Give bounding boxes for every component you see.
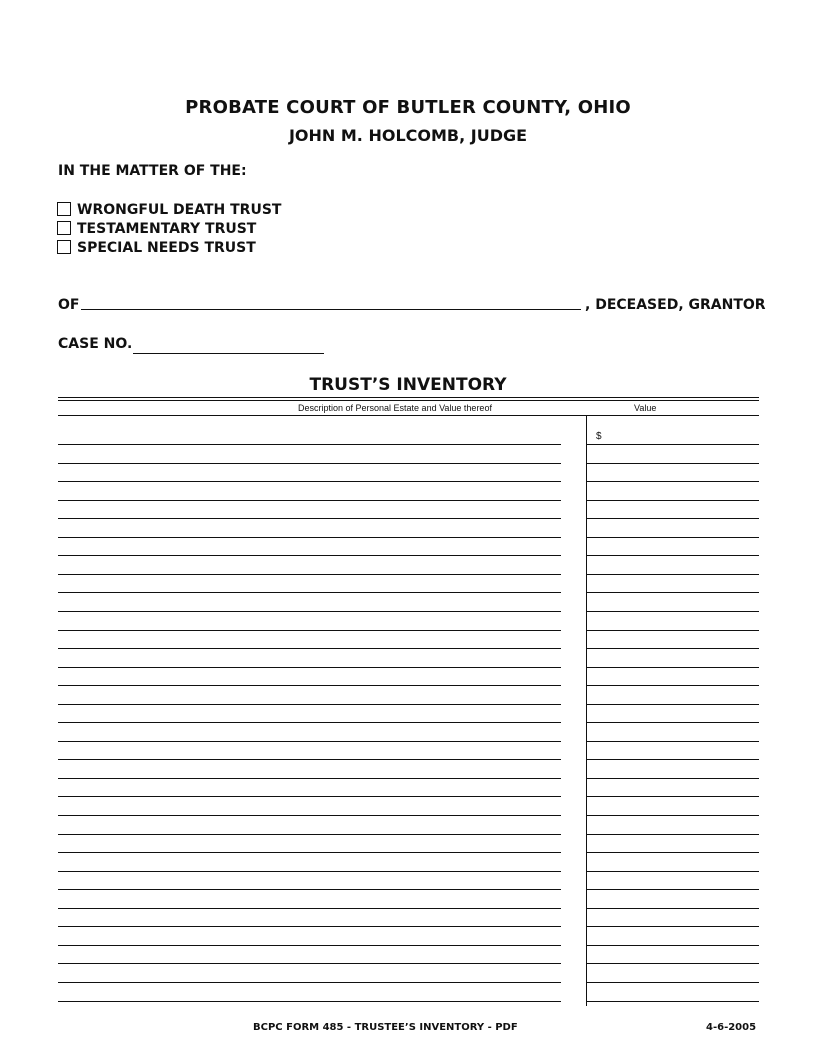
table-top-rule-2 (58, 400, 759, 401)
value-line[interactable] (587, 926, 759, 927)
description-line[interactable] (58, 945, 561, 946)
description-line[interactable] (58, 741, 561, 742)
value-line[interactable] (587, 463, 759, 464)
value-column-header: Value (634, 403, 657, 413)
deceased-grantor-label: , DECEASED, GRANTOR (585, 297, 766, 313)
description-line[interactable] (58, 444, 561, 445)
description-line[interactable] (58, 592, 561, 593)
description-line[interactable] (58, 722, 561, 723)
value-line[interactable] (587, 778, 759, 779)
value-line[interactable] (587, 518, 759, 519)
form-id: BCPC FORM 485 - TRUSTEE’S INVENTORY - PDF (253, 1022, 518, 1033)
description-line[interactable] (58, 852, 561, 853)
value-line[interactable] (587, 1001, 759, 1002)
value-line[interactable] (587, 945, 759, 946)
description-line[interactable] (58, 463, 561, 464)
description-line[interactable] (58, 630, 561, 631)
value-line[interactable] (587, 889, 759, 890)
description-line[interactable] (58, 778, 561, 779)
value-line[interactable] (587, 852, 759, 853)
wrongful-death-checkbox[interactable] (57, 202, 71, 216)
description-line[interactable] (58, 481, 561, 482)
description-line[interactable] (58, 834, 561, 835)
description-line[interactable] (58, 611, 561, 612)
description-line[interactable] (58, 796, 561, 797)
value-line[interactable] (587, 963, 759, 964)
special-needs-label: SPECIAL NEEDS TRUST (77, 240, 256, 256)
description-line[interactable] (58, 871, 561, 872)
case-no-label: CASE NO. (58, 336, 133, 352)
value-line[interactable] (587, 834, 759, 835)
value-line[interactable] (587, 630, 759, 631)
description-line[interactable] (58, 759, 561, 760)
court-title: PROBATE COURT OF BUTLER COUNTY, OHIO (185, 97, 631, 118)
matter-label: IN THE MATTER OF THE: (58, 163, 247, 179)
description-line[interactable] (58, 500, 561, 501)
inventory-title: TRUST’S INVENTORY (309, 375, 507, 395)
value-line[interactable] (587, 648, 759, 649)
value-line[interactable] (587, 592, 759, 593)
description-line[interactable] (58, 908, 561, 909)
value-line[interactable] (587, 537, 759, 538)
description-line[interactable] (58, 1001, 561, 1002)
value-line[interactable] (587, 444, 759, 445)
grantor-name-field[interactable] (81, 309, 581, 310)
currency-symbol: $ (596, 431, 602, 442)
wrongful-death-label: WRONGFUL DEATH TRUST (77, 202, 282, 218)
description-line[interactable] (58, 667, 561, 668)
description-column-header: Description of Personal Estate and Value thereof (298, 403, 492, 413)
testamentary-label: TESTAMENTARY TRUST (77, 221, 257, 237)
value-line[interactable] (587, 759, 759, 760)
form-date: 4-6-2005 (706, 1022, 757, 1033)
testamentary-checkbox[interactable] (57, 221, 71, 235)
value-line[interactable] (587, 574, 759, 575)
table-top-rule (58, 397, 759, 398)
of-label: OF (58, 297, 80, 313)
value-line[interactable] (587, 796, 759, 797)
special-needs-checkbox[interactable] (57, 240, 71, 254)
value-line[interactable] (587, 685, 759, 686)
case-no-field[interactable] (133, 353, 324, 354)
description-line[interactable] (58, 815, 561, 816)
description-line[interactable] (58, 982, 561, 983)
description-line[interactable] (58, 518, 561, 519)
description-line[interactable] (58, 555, 561, 556)
description-line[interactable] (58, 963, 561, 964)
value-line[interactable] (587, 611, 759, 612)
value-line[interactable] (587, 871, 759, 872)
value-line[interactable] (587, 815, 759, 816)
description-line[interactable] (58, 574, 561, 575)
description-line[interactable] (58, 685, 561, 686)
description-line[interactable] (58, 926, 561, 927)
value-line[interactable] (587, 741, 759, 742)
value-line[interactable] (587, 481, 759, 482)
header-bottom-rule (58, 415, 759, 416)
value-line[interactable] (587, 982, 759, 983)
description-line[interactable] (58, 704, 561, 705)
description-line[interactable] (58, 889, 561, 890)
value-line[interactable] (587, 908, 759, 909)
value-line[interactable] (587, 500, 759, 501)
description-line[interactable] (58, 648, 561, 649)
value-line[interactable] (587, 722, 759, 723)
value-line[interactable] (587, 555, 759, 556)
value-line[interactable] (587, 704, 759, 705)
judge-name: JOHN M. HOLCOMB, JUDGE (288, 126, 528, 145)
value-line[interactable] (587, 667, 759, 668)
description-line[interactable] (58, 537, 561, 538)
column-divider (586, 415, 587, 1006)
